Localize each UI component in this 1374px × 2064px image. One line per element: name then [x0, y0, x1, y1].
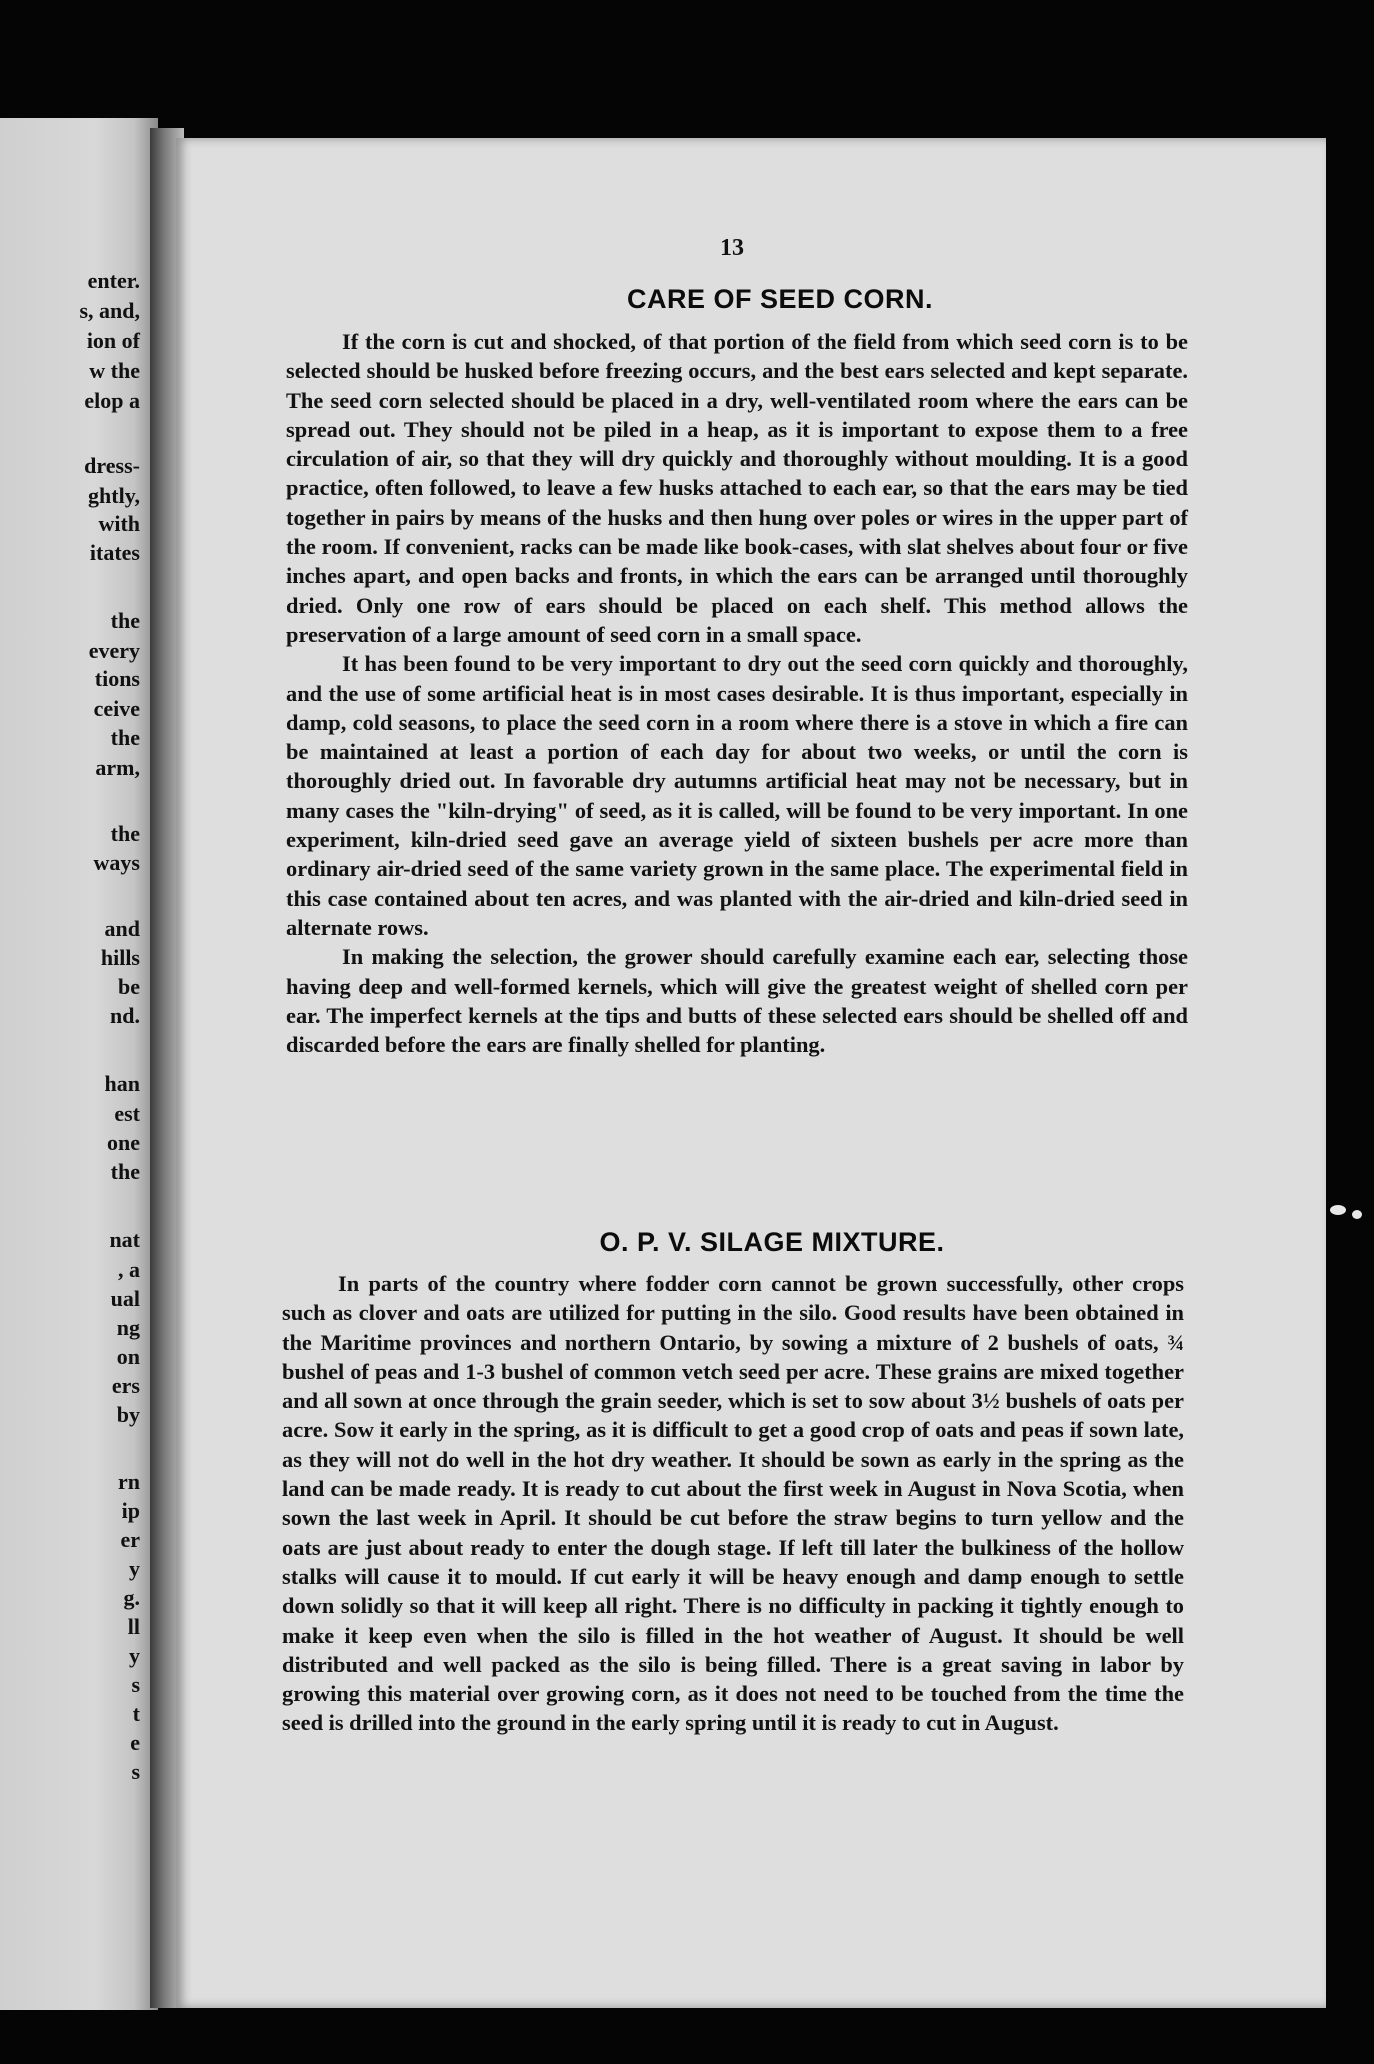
facing-page-text-fragment: er: [120, 1527, 140, 1552]
facing-page-text-fragment: y: [129, 1556, 140, 1581]
facing-page-text-fragment: est: [114, 1101, 140, 1126]
facing-page-text-fragment: be: [118, 974, 140, 999]
facing-page-text-fragment: the: [110, 725, 140, 750]
facing-page-text-fragment: elop a: [84, 388, 140, 413]
section-body-seed-corn: [286, 327, 1188, 1059]
facing-page-text-fragment: by: [116, 1402, 140, 1427]
paragraph: If the corn is cut and shocked, of that portion of the field from which seed corn is to be selected should be husked before freezing occurs, and the best ears selected and kept separate. The seed corn selected should be placed in a dry, well-ventilated room where the ears can be spread out. They should not be piled in a heap, as it is important to expose them to a free circulation of air, so that they will dry quickly and thoroughly without moulding. It is a good practice, often followed, to leave a few husks attached to each ear, so that the ears may be tied together in pairs by means of the husks and then hung over poles or wires in the upper part of the room. If convenient, racks can be made like book-cases, with slat shelves about four or five inches apart, and open backs and fronts, in which the ears can be arranged until thoroughly dried. Only one row of ears should be placed on each shelf. This method allows the preservation of a large amount of seed corn in a small space.: [286, 329, 1188, 647]
facing-page-text-fragment: one: [107, 1130, 140, 1155]
facing-page-text-fragment: ghtly,: [88, 483, 140, 508]
page-number: 13: [720, 235, 744, 261]
facing-page-text-fragment: han: [104, 1071, 140, 1096]
facing-page-text-fragment: ual: [110, 1286, 140, 1311]
facing-page-text-fragment: and: [104, 916, 140, 941]
section-heading-silage-mixture: O. P. V. SILAGE MIXTURE.: [599, 1227, 945, 1257]
facing-page-text-fragment: y: [129, 1643, 140, 1668]
facing-page-text-fragment: dress-: [84, 453, 140, 478]
facing-page-text-fragment: with: [98, 511, 140, 536]
facing-page-text-fragment: on: [116, 1344, 140, 1369]
facing-page-text-fragment: tions: [94, 666, 140, 691]
facing-page-text-fragment: g.: [123, 1585, 140, 1610]
facing-page-text-fragment: nd.: [110, 1003, 140, 1028]
facing-page-text-fragment: the: [110, 1159, 140, 1184]
facing-page-text-fragment: ceive: [93, 696, 140, 721]
facing-page-text-fragment: e: [130, 1730, 140, 1755]
facing-page-text-fragment: ways: [93, 850, 140, 875]
facing-page-text-fragment: ion of: [86, 328, 140, 353]
facing-page-text-fragment: rn: [118, 1469, 140, 1494]
facing-page-text-fragment: the: [110, 821, 140, 846]
facing-page-text-fragment: arm,: [95, 755, 140, 780]
scan-speck: [1352, 1210, 1362, 1219]
facing-page-text-fragment: s: [131, 1672, 140, 1697]
facing-page-text-fragment: s, and,: [79, 298, 140, 323]
facing-page-text-fragment: ers: [111, 1373, 140, 1398]
paragraph: In parts of the country where fodder corn cannot be grown successfully, other crops such as clover and oats are utilized for putting in the silo. Good results have been obtained in the Maritime provinces and northern Ontario, by sowing a mixture of 2 bushels of oats, ¾ bushel of peas and 1-3 bushel of common vetch seed per acre. These grains are mixed together and all sown at once through the grain seeder, which is set to sow about 3½ bushels of oats per acre. Sow it early in the spring, as it is difficult to get a good crop of oats and peas if sown late, as they will not do well in the hot dry weather. It should be sown as early in the spring as the land can be made ready. It is ready to cut about the first week in August in Nova Scotia, when sown the last week in April. It should be cut before the straw begins to turn yellow and the oats are just about ready to enter the dough stage. If left till later the bulkiness of the hollow stalks will cause it to mould. If cut early it will be heavy enough and damp enough to settle down solidly so that it will keep all right. There is no difficulty in packing it tightly enough to make it keep even when the silo is filled in the hot weather of August. It should be well distributed and well packed as the silo is being filled. There is a great saving in labor by growing this material over growing corn, as it does not need to be touched from the time the seed is drilled into the ground in the early spring until it is ready to cut in August.: [282, 1271, 1184, 1736]
section-heading-seed-corn: CARE OF SEED CORN.: [626, 284, 934, 314]
section-body-silage-mixture: [282, 1269, 1184, 1738]
facing-page-text-fragment: ll: [127, 1614, 140, 1639]
facing-page-text-fragment: hills: [100, 945, 140, 970]
facing-page-text-fragment: every: [88, 638, 140, 663]
facing-page-text-fragment: t: [132, 1701, 140, 1726]
facing-page-text-fragment: itates: [89, 540, 140, 565]
facing-page-text-fragment: ng: [116, 1315, 140, 1340]
facing-page-text-fragment: ip: [121, 1498, 140, 1523]
facing-page-text-fragment: enter.: [87, 268, 140, 293]
facing-page-text-fragment: nat: [109, 1227, 140, 1252]
facing-page-text-fragment: the: [110, 608, 140, 633]
facing-page-text-fragment: w the: [89, 358, 140, 383]
facing-page-text-fragment: s: [131, 1759, 140, 1784]
facing-page-edge: [0, 118, 158, 2010]
facing-page-text-fragment: , a: [118, 1257, 140, 1282]
scan-speck: [1330, 1205, 1346, 1215]
paragraph: In making the selection, the grower should carefully examine each ear, selecting those having deep and well-formed kernels, which will give the greatest weight of shelled corn per ear. The imperfect kernels at the tips and butts of these selected ears should be shelled off and discarded before the ears are finally shelled for planting.: [286, 944, 1188, 1058]
paragraph: It has been found to be very important to dry out the seed corn quickly and thoroughly, and the use of some artificial heat is in most cases desirable. It is thus important, especially in damp, cold seasons, to place the seed corn in a room where there is a stove in which a fire can be maintained at least a portion of each day for about two weeks, or until the corn is thoroughly dried out. In favorable dry autumns artificial heat may not be necessary, but in many cases the "kiln-drying" of seed, as it is called, will be found to be very important. In one experiment, kiln-dried seed gave an average yield of sixteen bushels per acre more than ordinary air-dried seed of the same variety grown in the same place. The experimental field in this case contained about ten acres, and was planted with the air-dried and kiln-dried seed in alternate rows.: [286, 651, 1188, 940]
